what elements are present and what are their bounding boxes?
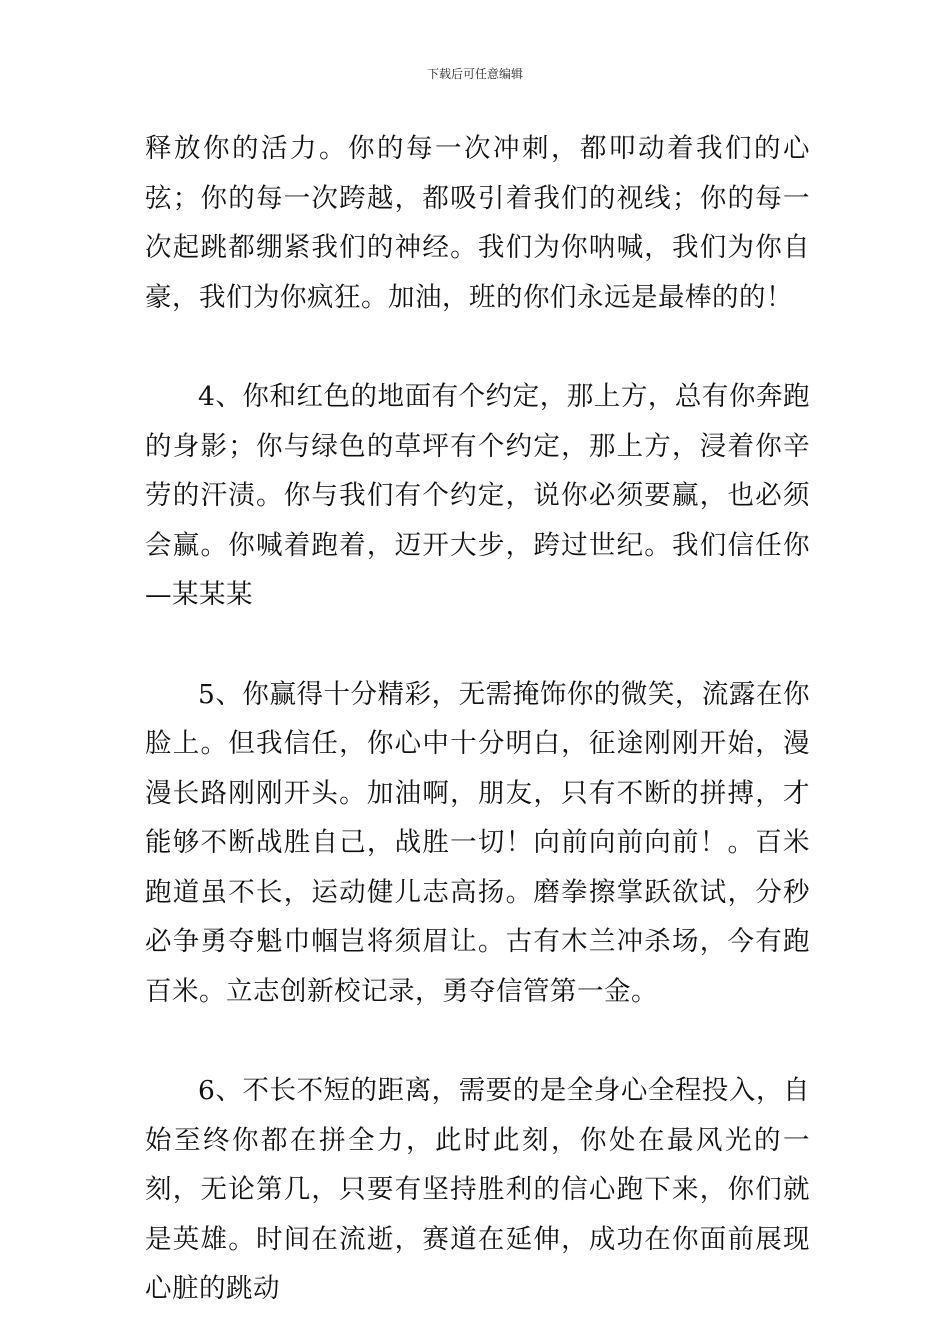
paragraph-continuation: 释放你的活力。你的每一次冲刺，都叩动着我们的心弦；你的每一次跨越，都吸引着我们的视线；你的每一次起跳都绷紧我们的神经。我们为你呐喊，我们为你自豪，我们为你疯狂。加油，班的你们永远是最棒的的！ <box>145 133 810 313</box>
paragraph-gap <box>145 1016 810 1066</box>
paragraph-gap <box>145 322 810 372</box>
paragraph-4: 4、你和红色的地面有个约定，那上方，总有你奔跑的身影；你与绿色的草坪有个约定，那上方，浸着你辛劳的汗渍。你与我们有个约定，说你必须要赢，也必须会赢。你喊着跑着，迈开大步，跨过世纪。我们信任你—某某某 <box>145 381 810 610</box>
paragraph-6: 6、不长不短的距离，需要的是全身心全程投入，自始至终你都在拼全力，此时此刻，你处在最风光的一刻，无论第几，只要有坚持胜利的信心跑下来，你们就是英雄。时间在流逝，赛道在延伸，成功在你面前展现心脏的跳动 <box>145 1075 810 1304</box>
page-header: 下载后可任意编辑 <box>426 67 523 81</box>
document-body <box>145 124 810 1314</box>
paragraph-5: 5、你赢得十分精彩，无需掩饰你的微笑，流露在你脸上。但我信任，你心中十分明白，征途刚刚开始，漫漫长路刚刚开头。加油啊，朋友，只有不断的拼搏，才能够不断战胜自己，战胜一切！向前向前向前！。百米跑道虽不长，运动健儿志高扬。磨拳擦掌跃欲试，分秒必争勇夺魁巾帼岂将须眉让。古有木兰冲杀场，今有跑百米。立志创新校记录，勇夺信管第一金。 <box>145 678 810 1007</box>
paragraph-gap <box>145 620 810 670</box>
